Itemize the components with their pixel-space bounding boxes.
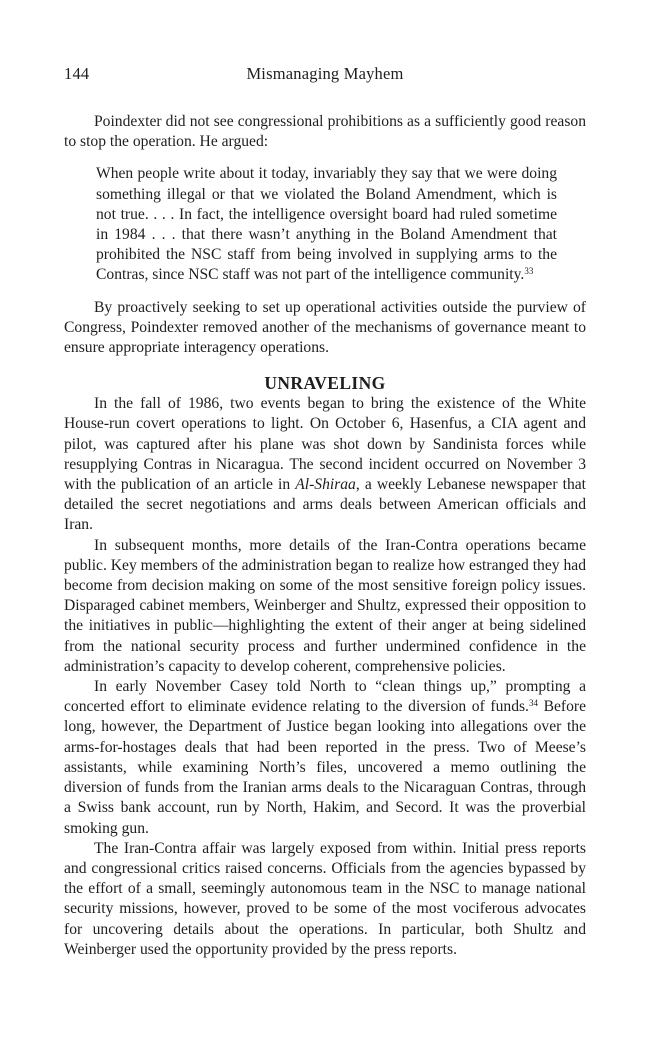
paragraph-text: , a weekly Lebanese newspaper that detailed the secret negotiations and arms deals between American officials and Iran. <box>64 476 586 534</box>
body-text <box>64 112 586 960</box>
paragraph-text: Before long, however, the Department of Justice began looking into allegations over the arms-for-hostages deals that had been reported in the press. Two of Meese’s assistants, while examining North’s files, uncovered a memo outlining the diversion of funds from the Iranian arms deals to the Nicaraguan Contras, through a Swiss bank account, run by North, Hakim, and Secord. It was the proverbial smoking gun. <box>64 698 587 837</box>
section-heading: UNRAVELING <box>264 373 386 394</box>
paragraph-poindexter-intro <box>64 112 586 152</box>
paragraph-text: The Iran-Contra affair was largely exposed from within. Initial press reports and congressional critics raised concerns. Officials from the agencies bypassed by the effort of a small, seemingly autonomous team in the NSC to manage national security missions, however, proved to be some of the most vociferous advocates for uncovering details about the operations. In particular, both Shultz and Weinberger used the opportunity provided by the press reports. <box>64 839 586 958</box>
paragraph-fall-1986 <box>64 394 586 535</box>
paragraph-proactively <box>64 298 586 359</box>
newspaper-title: Al-Shiraa <box>295 476 356 494</box>
quote-paragraph <box>96 164 557 285</box>
footnote-marker-34: 34 <box>528 698 538 709</box>
running-head <box>64 64 586 86</box>
quote-text: When people write about it today, invariably they say that we were doing something illegal or that we violated the Boland Amendment, which is not true. . . . In fact, the intelligence oversight board had ruled sometime in 1984 . . . that there wasn’t anything in the Boland Amendment that prohibited the NSC staff from being involved in supplying arms to the Contras, since NSC staff was not part of the intelligence community. <box>96 165 557 284</box>
block-quote <box>96 164 557 285</box>
paragraph-text: Poindexter did not see congressional prohibitions as a sufficiently good reason to stop the operation. He argued: <box>64 113 586 151</box>
paragraph-text: By proactively seeking to set up operational activities outside the purview of Congress, Poindexter removed another of the mechanisms of governance meant to ensure appropriate interagency operations. <box>64 298 586 357</box>
paragraph-text: In subsequent months, more details of the Iran-Contra operations became public. Key members of the administration began to realize how estranged they had become from decision making on some of the most sensitive foreign policy issues. Disparaged cabinet members, Weinberger and Shultz, expressed their opposition to the initiatives in public—highlighting the extent of their anger at being sidelined from the national security process and further undermined confidence in the administration’s capacity to develop coherent, comprehensive policies. <box>64 536 586 675</box>
page-number: 144 <box>64 64 90 83</box>
paragraph-subsequent-months <box>64 536 586 677</box>
paragraph-text: In the fall of 1986, two events began to bring the existence of the White House-run covert operations to light. On October 6, Hasenfus, a CIA agent and pilot, was captured after his plane was shot down by Sandinista forces while resupplying Contras in Nicaragua. The second incident occurred on November 3 with the publication of an article in <box>64 395 586 494</box>
paragraph-text: In early November Casey told North to “clean things up,” prompting a concerted effort to eliminate evidence relating to the diversion of funds. <box>64 678 586 716</box>
paragraph-exposed-from-within <box>64 839 586 960</box>
footnote-marker-33: 33 <box>524 266 534 277</box>
paragraph-early-november <box>64 677 586 839</box>
running-title: Mismanaging Mayhem <box>246 64 404 83</box>
